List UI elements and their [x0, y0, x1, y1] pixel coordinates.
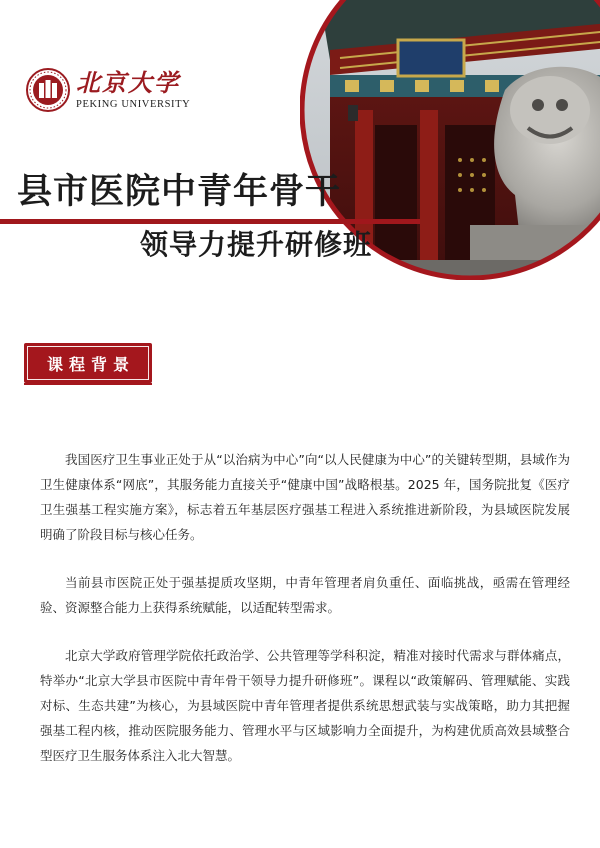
page-subtitle: 领导力提升研修班: [140, 228, 373, 261]
paragraph-2: 当前县市医院正处于强基提质攻坚期，中青年管理者肩负重任、面临挑战，亟需在管理经验、资源整合能力上获得系统赋能，以适配转型需求。: [40, 575, 570, 615]
paragraph-3: 北京大学政府管理学院依托政治学、公共管理等学科积淀，精准对接时代需求与群体痛点，特举办“北京大学县市医院中青年骨干领导力提升研修班”。课程以“政策解码、管理赋能、实践对标、生态共建”为核心，为县域医院中青年管理者提供系统思想武装与实战策略，助力其把握强基工程内核，推动医院服务能力、管理水平与区域影响力全面提升，为构建优质高效县域整合型医疗卫生服务体系注入北大智慧。: [40, 648, 570, 763]
paragraph-1: 我国医疗卫生事业正处于从“以治病为中心”向“以人民健康为中心”的关键转型期，县域作为卫生健康体系“网底”，其服务能力直接关乎“健康中国”战略根基。2025 年，国务院批复《医疗卫生强基工程实施方案》，标志着五年基层医疗强基工程进入系统推进新阶段，为县域医院发展明确了阶段目标与核心任务。: [40, 452, 570, 542]
header: [0, 0, 600, 300]
peking-university-emblem-icon: [26, 68, 70, 112]
page-title: 县市医院中青年骨干: [17, 172, 342, 212]
university-logo: [26, 68, 190, 112]
section-underline: [24, 383, 152, 385]
section-badge: [24, 343, 152, 383]
university-name-en: PEKING UNIVERSITY: [76, 99, 191, 110]
section-title: 课程背景: [46, 354, 135, 374]
title-divider: [0, 219, 420, 224]
university-name-cn: 北京大学: [76, 68, 180, 97]
section-badge-frame: [27, 346, 149, 380]
body-content: [40, 447, 570, 791]
